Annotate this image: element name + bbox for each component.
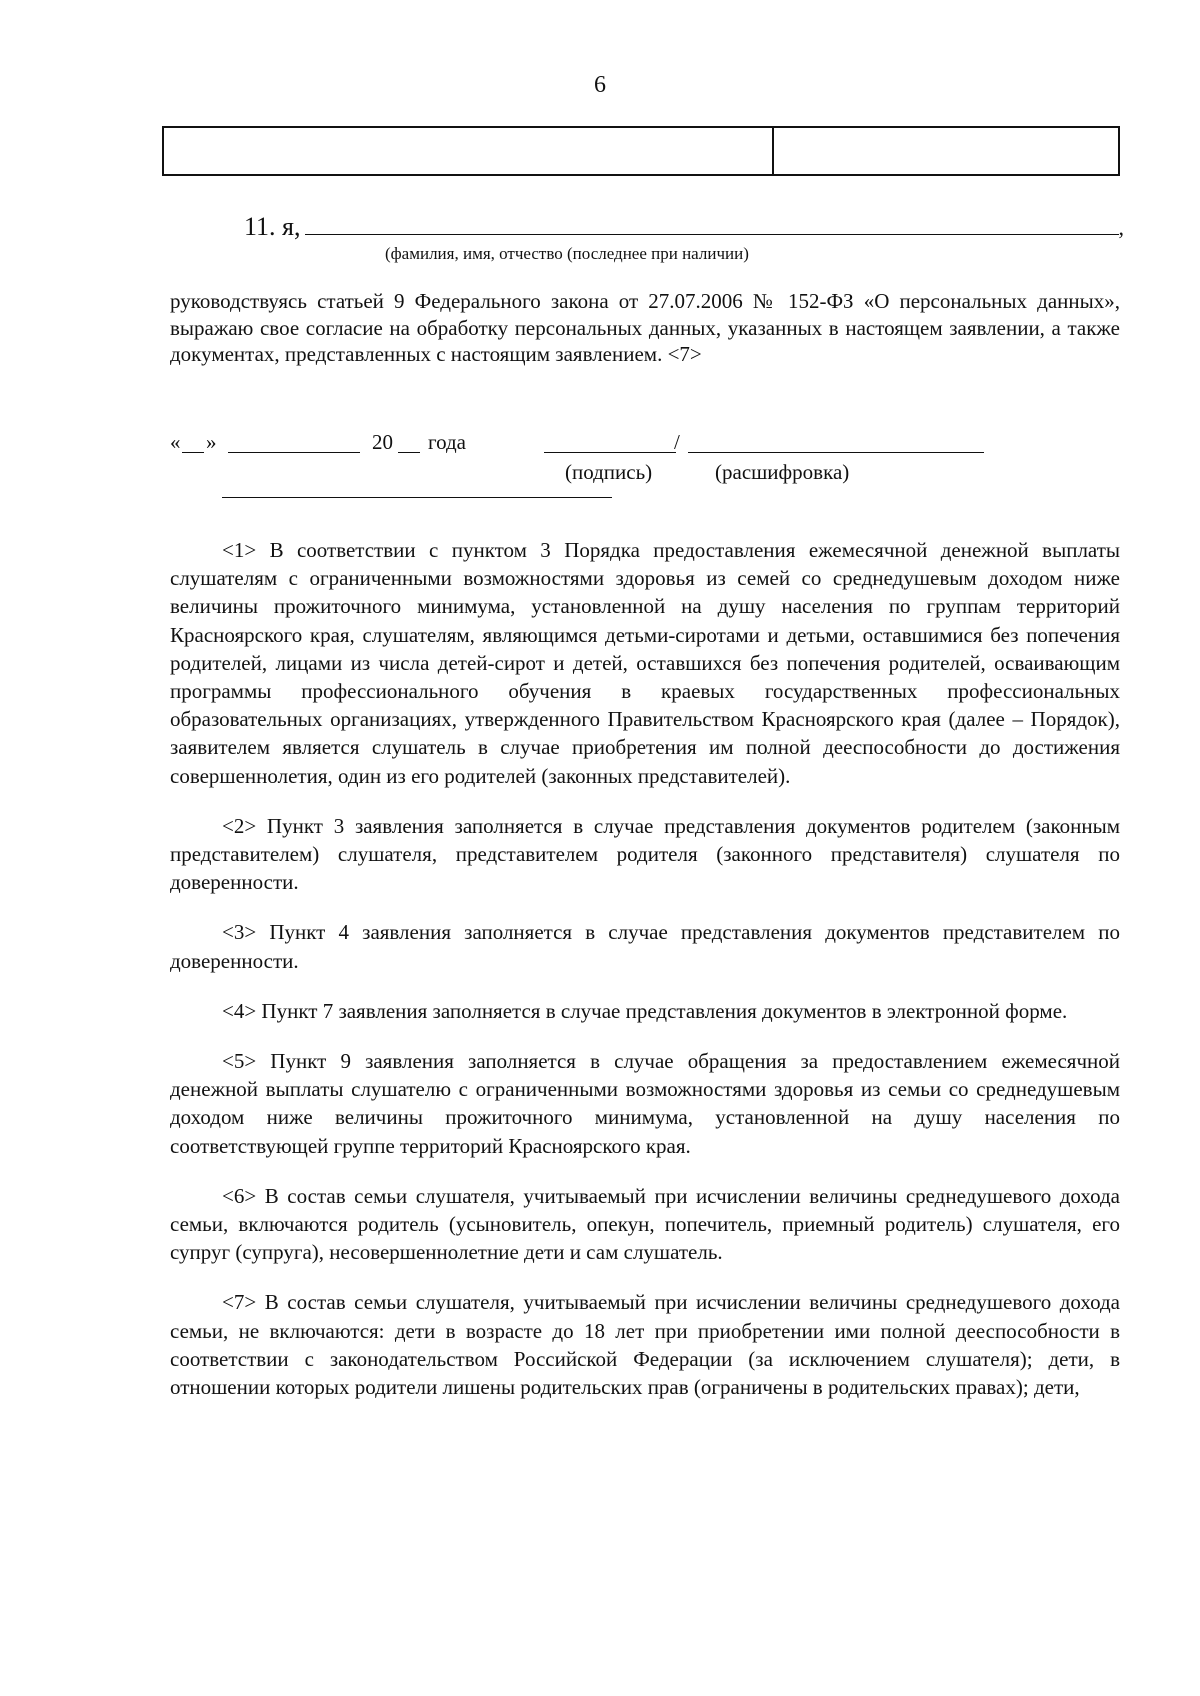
- footnote-2: <2> Пункт 3 заявления заполняется в случае представления документов родителем (законным представителем) слушателя, представителем родителя (законного представителя) слушателя по доверенности.: [170, 813, 1120, 895]
- footnotes: [170, 536, 1120, 1423]
- footnote-3: <3> Пункт 4 заявления заполняется в случае представления документов представителем по доверенности.: [170, 920, 1120, 973]
- signature-slash: /: [674, 430, 680, 454]
- consent-paragraph: руководствуясь статьей 9 Федерального закона от 27.07.2006 № 152-ФЗ «О персональных данных», выражаю свое согласие на обработку персональных данных, указанных в настоящем заявлении, а также документах, представленных с настоящим заявлением. <7>: [170, 289, 1120, 366]
- date-open-quote: «: [170, 430, 181, 454]
- footnote-4: <4> Пункт 7 заявления заполняется в случае представления документов в электронной форме.: [222, 998, 1068, 1023]
- footnote-5: <5> Пункт 9 заявления заполняется в случае обращения за предоставлением ежемесячной денежной выплаты слушателю с ограниченными возможностями здоровья из семьи со среднедушевым доходом ниже величины прожиточного минимума, установленной на душу населения по соответствующей группе территорий Красноярского края.: [170, 1049, 1120, 1158]
- year-suffix: года: [428, 430, 466, 454]
- date-signature-line: [170, 430, 1000, 460]
- page-number: 6: [594, 72, 606, 98]
- month-field[interactable]: [228, 452, 360, 453]
- footnote-6: <6> В состав семьи слушателя, учитываемый при исчислении величины среднедушевого дохода семьи, включаются родитель (усыновитель, опекун, попечитель, приемный родитель) слушателя, его супруг (супруга), несовершеннолетние дети и сам слушатель.: [170, 1183, 1120, 1265]
- consent-prefix: 11. я,: [244, 212, 301, 241]
- date-close-quote: »: [206, 430, 217, 454]
- form-table-fragment: [162, 126, 1120, 176]
- consent-name-line: [244, 210, 1124, 242]
- footnote-separator: [222, 497, 612, 498]
- full-name-caption: (фамилия, имя, отчество (последнее при наличии): [385, 244, 749, 263]
- full-name-field[interactable]: [305, 210, 1119, 235]
- year-prefix: 20: [372, 430, 393, 454]
- decoding-field[interactable]: [688, 452, 984, 453]
- year-field[interactable]: [398, 452, 420, 453]
- footnote-7: <7> В состав семьи слушателя, учитываемый при исчислении величины среднедушевого дохода семьи, не включаются: дети в возрасте до 18 лет при приобретении ими полной дееспособности в соответствии с законодательством Российской Федерации (за исключением слушателя); дети, в отношении которых родители лишены родительских прав (ограничены в родительских правах); дети,: [170, 1290, 1120, 1400]
- table-cell-right: [774, 128, 1118, 174]
- decoding-caption: (расшифровка): [715, 460, 850, 484]
- day-field[interactable]: [182, 452, 204, 453]
- footnote-1: <1> В соответствии с пунктом 3 Порядка предоставления ежемесячной денежной выплаты слушателям с ограниченными возможностями здоровья из семей со среднедушевым доходом ниже величины прожиточного минимума, установленной на душу населения по группам территорий Красноярского края, слушателям, являющимся детьми-сиротами и детьми, оставшимися без попечения родителей, лицами из числа детей-сирот и детей, оставшихся без попечения родителей, осваивающим программы профессионального обучения в краевых государственных профессиональных образовательных организациях, утвержденного Правительством Красноярского края (далее – Порядок), заявителем является слушатель в случае приобретения им полной дееспособности до достижения совершеннолетия, один из его родителей (законных представителей).: [170, 538, 1120, 788]
- table-cell-left: [164, 128, 774, 174]
- consent-comma: ,: [1118, 215, 1124, 240]
- signature-caption: (подпись): [565, 460, 653, 484]
- signature-field[interactable]: [544, 452, 676, 453]
